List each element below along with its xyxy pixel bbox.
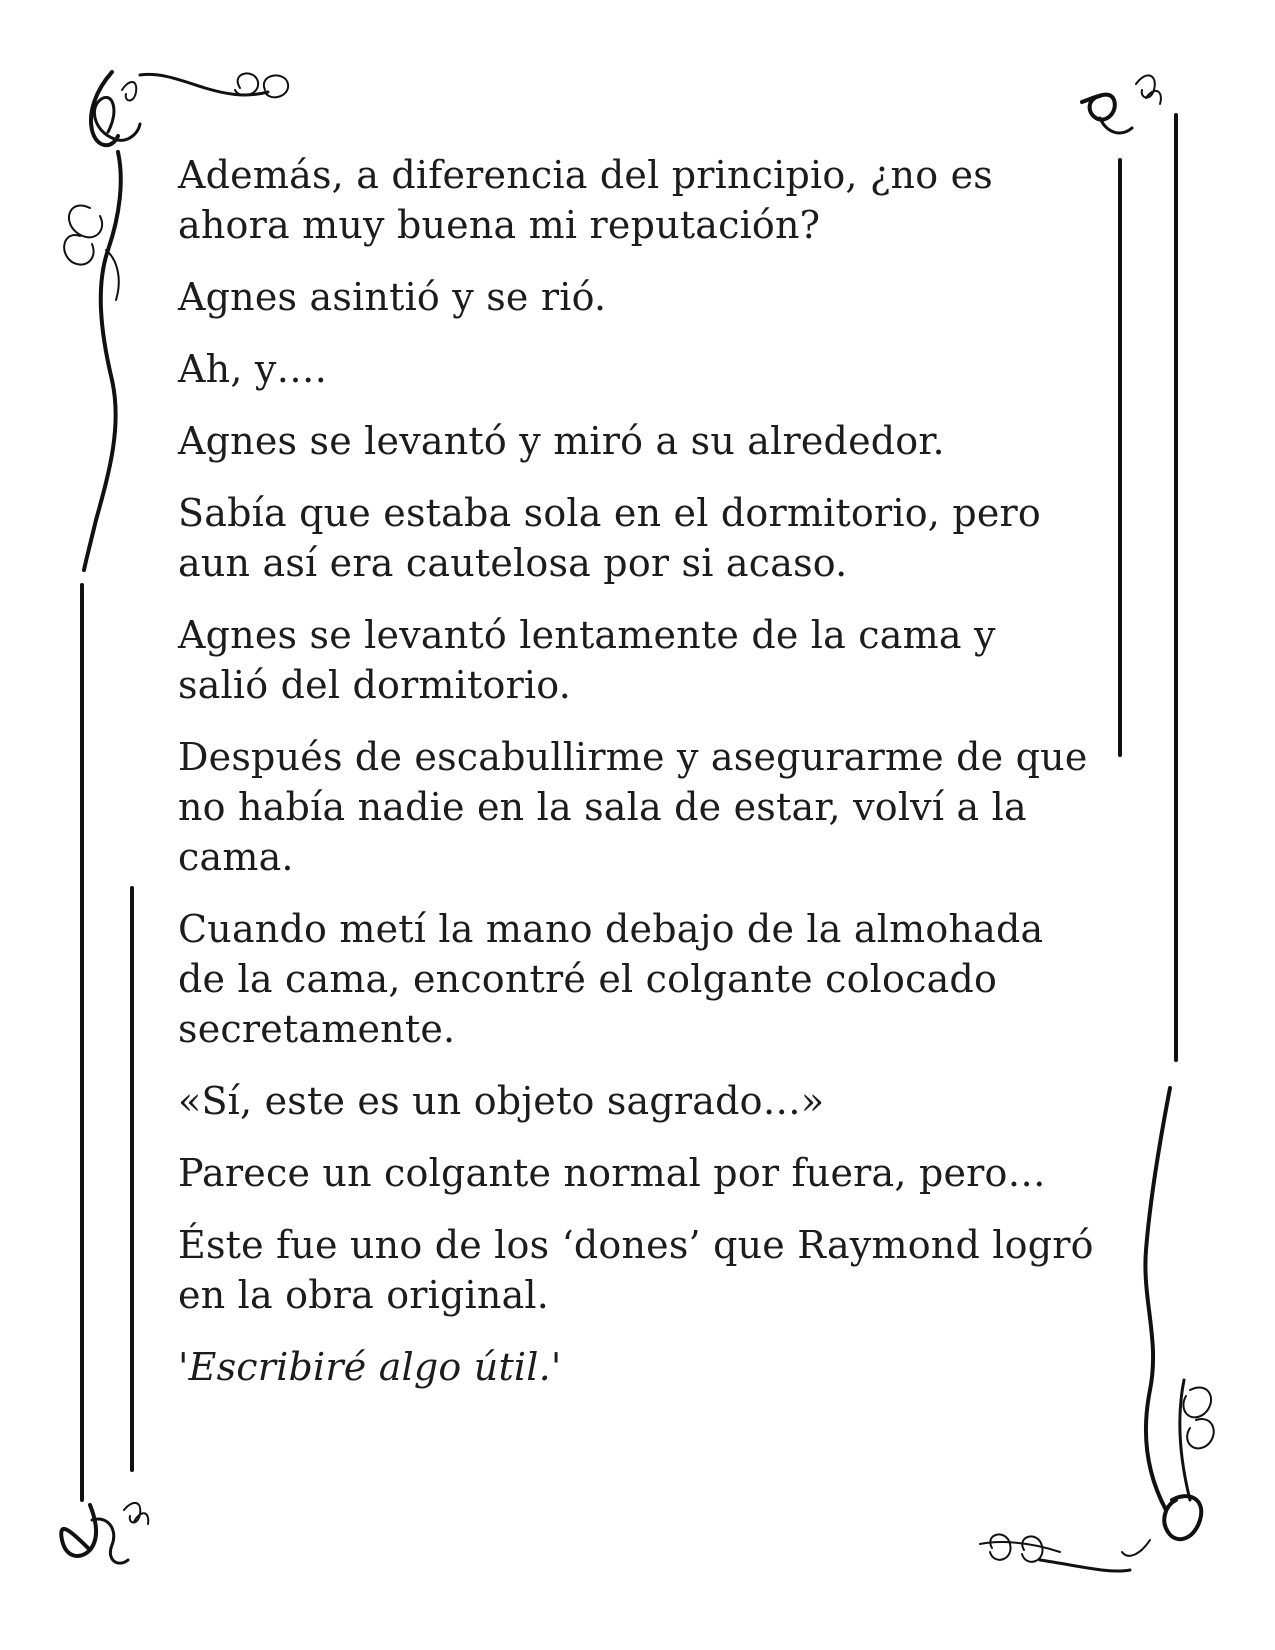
paragraph: Agnes se levantó y miró a su alrededor.	[178, 419, 945, 463]
page-text	[178, 150, 1098, 1414]
top-right-flourish	[1082, 75, 1161, 133]
paragraph: Además, a diferencia del principio, ¿no es ahora muy buena mi reputación?	[178, 153, 993, 247]
paragraph: Parece un colgante normal por fuera, pero…	[178, 1151, 1046, 1195]
paragraph: Agnes se levantó lentamente de la cama y salió del dormitorio.	[178, 613, 996, 707]
paragraph: Éste fue uno de los ‘dones’ que Raymond logró en la obra original.	[178, 1223, 1094, 1317]
bottom-left-flourish	[61, 1503, 148, 1563]
italic-thought-paragraph: 'Escribiré algo útil.'	[178, 1345, 562, 1389]
paragraph: Agnes asintió y se rió.	[178, 275, 607, 319]
paragraph: Después de escabullirme y asegurarme de que no había nadie en la sala de estar, volví a la cama.	[178, 735, 1088, 879]
paragraph: Ah, y….	[178, 347, 328, 391]
paragraph: Sabía que estaba sola en el dormitorio, pero aun así era cautelosa por si acaso.	[178, 491, 1041, 585]
paragraph: «Sí, este es un objeto sagrado…»	[178, 1079, 825, 1123]
paragraph: Cuando metí la mano debajo de la almohada de la cama, encontré el colgante colocado secretamente.	[178, 907, 1044, 1051]
